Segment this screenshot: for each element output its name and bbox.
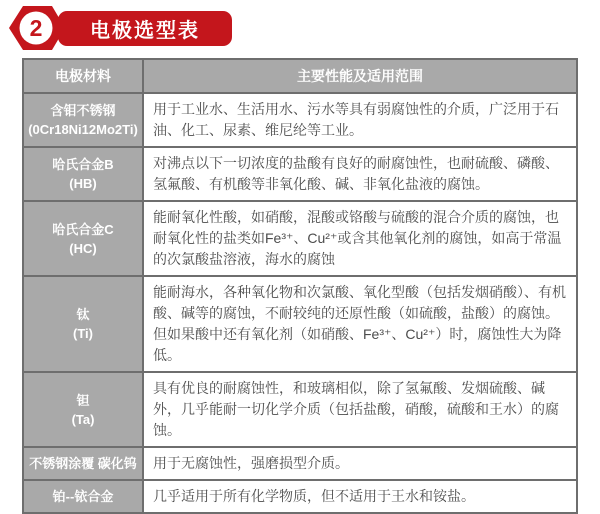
material-name: 钽 [76, 392, 90, 408]
header-row [23, 59, 577, 93]
step-number: 2 [29, 15, 43, 41]
table-row [23, 372, 577, 447]
material-cell [23, 201, 143, 276]
material-cell [23, 93, 143, 147]
description-cell: 能耐氧化性酸，如硝酸，混酸或铬酸与硫酸的混合介质的腐蚀，也耐氧化性的盐类如Fe³⁺、Cu²⁺或含其他氧化剂的腐蚀，如高于常温的次氯酸盐溶液，海水的腐蚀 [143, 201, 577, 276]
table-row [23, 447, 577, 480]
description-cell: 用于无腐蚀性，强磨损型介质。 [143, 447, 577, 480]
material-cell [23, 372, 143, 447]
table-row [23, 480, 577, 513]
material-formula: (HB) [69, 176, 97, 191]
section-title-banner [58, 11, 232, 46]
material-cell [23, 147, 143, 201]
material-formula: (Ta) [71, 411, 95, 427]
column-header-material: 电极材料 [23, 59, 143, 93]
step-badge [8, 3, 66, 53]
material-name: 铂--铱合金 [52, 489, 114, 504]
table-row [23, 147, 577, 201]
description-cell: 能耐海水，各种氧化物和次氯酸、氧化型酸（包括发烟硝酸）、有机酸、碱等的腐蚀，不耐较纯的还原性酸（如硫酸，盐酸）的腐蚀。但如果酸中还有氧化剂（如硝酸、Fe³⁺、Cu²⁺）时，腐蚀性大为降低。 [143, 276, 577, 372]
table-row [23, 276, 577, 372]
material-formula: (Ti) [73, 326, 93, 341]
table-row [23, 93, 577, 147]
page-header [0, 0, 600, 56]
description-cell: 用于工业水、生活用水、污水等具有弱腐蚀性的介质，广泛用于石油、化工、尿素、维尼纶等工业。 [143, 93, 577, 147]
material-cell [23, 447, 143, 480]
description-cell: 几乎适用于所有化学物质，但不适用于王水和铵盐。 [143, 480, 577, 513]
material-name: 钛 [76, 307, 90, 322]
material-cell [23, 480, 143, 513]
material-formula: (0Cr18Ni12Mo2Ti) [28, 122, 138, 137]
section-title: 电极选型表 [90, 20, 200, 42]
material-name: 不锈钢涂覆 碳化钨 [29, 456, 137, 471]
material-name: 含钼不锈钢 [50, 103, 116, 118]
description-cell: 对沸点以下一切浓度的盐酸有良好的耐腐蚀性，也耐硫酸、磷酸、氢氟酸、有机酸等非氧化酸、碱、非氧化盐液的腐蚀。 [143, 147, 577, 201]
material-formula: (HC) [69, 240, 97, 256]
electrode-selection-table [22, 58, 578, 514]
column-header-performance: 主要性能及适用范围 [143, 59, 577, 93]
material-name: 哈氏合金C [52, 221, 114, 237]
table-row [23, 201, 577, 276]
material-name: 哈氏合金B [52, 157, 114, 172]
description-cell: 具有优良的耐腐蚀性，和玻璃相似，除了氢氟酸、发烟硫酸、碱外，几乎能耐一切化学介质（包括盐酸，硝酸，硫酸和王水）的腐蚀。 [143, 372, 577, 447]
hexagon-badge-icon [8, 3, 66, 53]
material-cell [23, 276, 143, 372]
